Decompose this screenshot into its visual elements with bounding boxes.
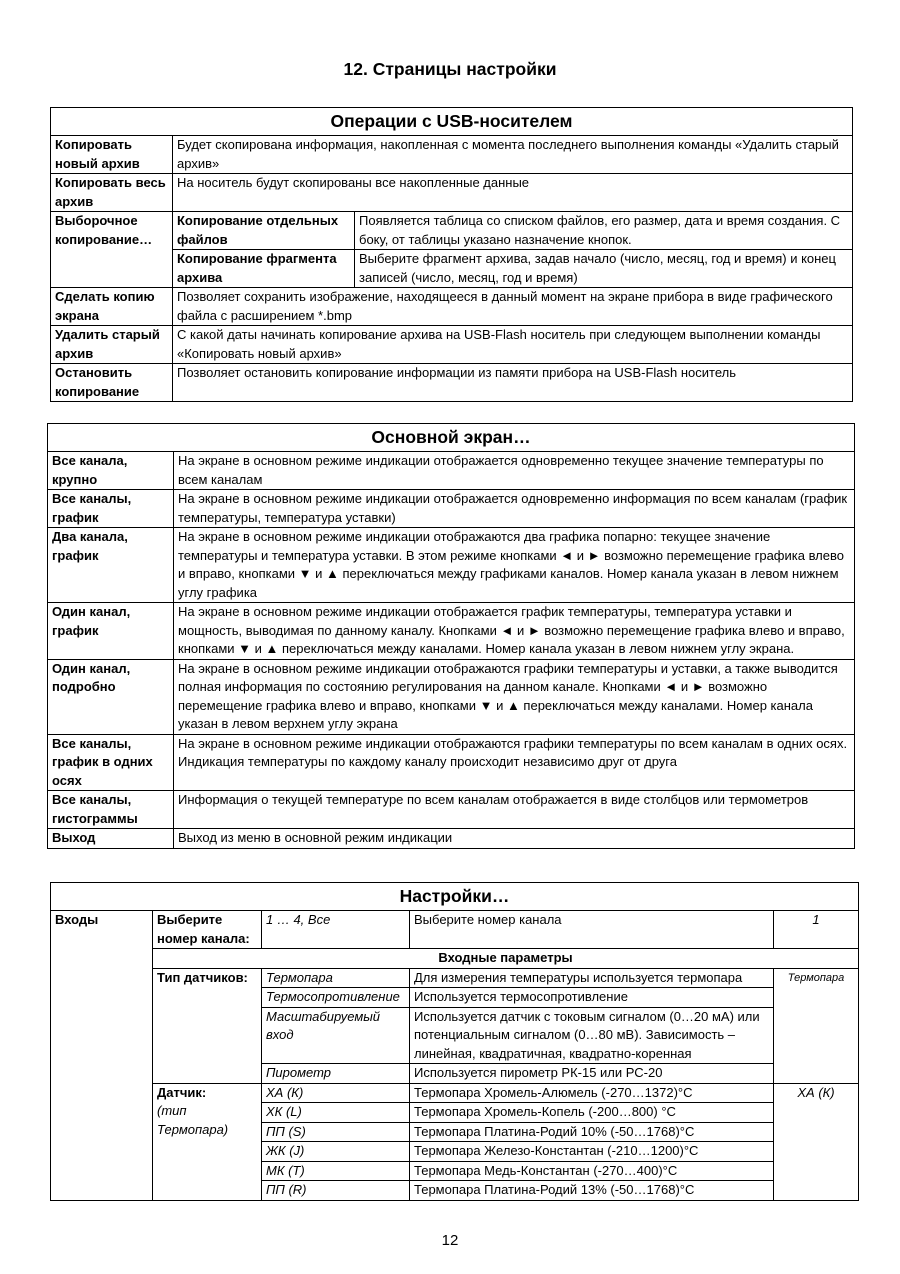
channel-default: 1: [774, 911, 859, 949]
sensor-type-name: Термопара: [262, 968, 410, 988]
subrow-label: Копирование фрагмента архива: [173, 250, 355, 288]
sensor-type-description: Используется термосопротивление: [410, 988, 774, 1008]
sensor-description: Термопара Железо-Константан (-210…1200)°С: [410, 1142, 774, 1162]
sensor-type-name: Термосопротивление: [262, 988, 410, 1008]
input-params-header: Входные параметры: [153, 949, 859, 969]
row-label: Все каналы, график: [48, 490, 174, 528]
row-description: С какой даты начинать копирование архива на USB-Flash носитель при следующем выполнении команды «Копировать новый архив»: [173, 326, 853, 364]
sensor-name: ПП (R): [262, 1181, 410, 1201]
sensor-label-cell: [153, 1083, 262, 1200]
sensor-description: Термопара Хромель-Алюмель (-270…1372)°С: [410, 1083, 774, 1103]
sensor-description: Термопара Медь-Константан (-270…400)°С: [410, 1161, 774, 1181]
row-label: Сделать копию экрана: [51, 288, 173, 326]
sensor-name: ХА (К): [262, 1083, 410, 1103]
row-label: Остановить копирование: [51, 364, 173, 402]
sensor-type-default: Термопара: [774, 968, 859, 1083]
table-row: [51, 174, 853, 212]
main-screen-table: [47, 423, 855, 849]
table-row: [48, 829, 855, 849]
sensor-description: Термопара Хромель-Копель (-200…800) °С: [410, 1103, 774, 1123]
subrow-description: Появляется таблица со списком файлов, его размер, дата и время создания. С боку, от таблицы указано назначение кнопок.: [355, 212, 853, 250]
sensor-sublabel: (тип Термопара): [157, 1103, 229, 1137]
table-row: [51, 364, 853, 402]
subrow-label: Копирование отдельных файлов: [173, 212, 355, 250]
row-description: Позволяет сохранить изображение, находящееся в данный момент на экране прибора в виде графического файла с расширением *.bmp: [173, 288, 853, 326]
settings-table: [50, 882, 859, 1201]
table-row: [51, 949, 859, 969]
row-description: Выход из меню в основной режим индикации: [174, 829, 855, 849]
page-number: 12: [441, 1232, 459, 1249]
table-row: [51, 326, 853, 364]
page-title: 12. Страницы настройки: [343, 59, 557, 79]
table-row: [51, 136, 853, 174]
sensor-description: Термопара Платина-Родий 13% (-50…1768)°С: [410, 1181, 774, 1201]
row-description: На носитель будут скопированы все накопленные данные: [173, 174, 853, 212]
sensor-type-description: Используется пирометр РК-15 или РС-20: [410, 1064, 774, 1084]
table-row: [48, 490, 855, 528]
table-row: [48, 452, 855, 490]
row-description: На экране в основном режиме индикации отображаются графики температуры по всем каналам в одних осях. Индикация температуры по каждому каналу происходит независимо друг от друга: [174, 734, 855, 791]
table-row: [51, 1083, 859, 1103]
sensor-name: МК (T): [262, 1161, 410, 1181]
channel-range: 1 … 4, Все: [262, 911, 410, 949]
row-label: Все канала, крупно: [48, 452, 174, 490]
sensor-type-name: Пирометр: [262, 1064, 410, 1084]
sensor-type-description: Для измерения температуры используется термопара: [410, 968, 774, 988]
row-label: Два канала, график: [48, 528, 174, 603]
channel-label: Выберите номер канала:: [153, 911, 262, 949]
usb-operations-table: [50, 107, 853, 402]
row-label: Выход: [48, 829, 174, 849]
table-row: [51, 911, 859, 949]
settings-section-title: Настройки…: [51, 883, 859, 911]
row-label: Один канал, график: [48, 603, 174, 660]
table-row: [51, 968, 859, 988]
inputs-label: Входы: [51, 911, 153, 1201]
row-label: Удалить старый архив: [51, 326, 173, 364]
table-row: [48, 734, 855, 791]
row-description: Информация о текущей температуре по всем каналам отображается в виде столбцов или термометров: [174, 791, 855, 829]
row-description: На экране в основном режиме индикации отображается одновременно информация по всем каналам (график температуры, температура уставки): [174, 490, 855, 528]
row-label: Один канал, подробно: [48, 659, 174, 734]
table-row: [51, 212, 853, 250]
sensor-type-description: Используется датчик с токовым сигналом (0…20 мА) или потенциальным сигналом (0…80 мВ). Зависимость – линейная, квадратичная, квадратно-коренная: [410, 1007, 774, 1064]
table-row: [48, 528, 855, 603]
table-row: [48, 603, 855, 660]
usb-section-title: Операции с USB-носителем: [51, 108, 853, 136]
row-description: На экране в основном режиме индикации отображается одновременно текущее значение температуры по всем каналам: [174, 452, 855, 490]
sensor-label: Датчик:: [157, 1084, 207, 1100]
row-description: Позволяет остановить копирование информации из памяти прибора на USB-Flash носитель: [173, 364, 853, 402]
sensor-name: ЖК (J): [262, 1142, 410, 1162]
sensor-default: ХА (К): [774, 1083, 859, 1200]
subrow-description: Выберите фрагмент архива, задав начало (число, месяц, год и время) и конец записей (число, месяц, год и время): [355, 250, 853, 288]
row-description: На экране в основном режиме индикации отображаются два графика попарно: текущее значение температуры и температура уставки. В этом режиме кнопками ◄ и ► возможно перемещение графика влево и вправо, кнопками ▼ и ▲ переключаться между графиками каналов. Номер канала указан в левом нижнем углу графика: [174, 528, 855, 603]
table-row: [48, 791, 855, 829]
sensor-name: ХК (L): [262, 1103, 410, 1123]
row-label: Копировать новый архив: [51, 136, 173, 174]
row-label: Копировать весь архив: [51, 174, 173, 212]
row-description: Будет скопирована информация, накопленная с момента последнего выполнения команды «Удалить старый архив»: [173, 136, 853, 174]
row-label: Все каналы, гистограммы: [48, 791, 174, 829]
sensor-description: Термопара Платина-Родий 10% (-50…1768)°С: [410, 1122, 774, 1142]
main-screen-section-title: Основной экран…: [48, 424, 855, 452]
table-row: [51, 288, 853, 326]
sensor-type-name: Масштабируемый вход: [262, 1007, 410, 1064]
table-row: [48, 659, 855, 734]
row-description: На экране в основном режиме индикации отображается график температуры, температура уставки и мощность, выводимая по данному каналу. Кнопками ◄ и ► возможно перемещение графика влево и вправо, кнопками ▼ и ▲ переключаться между каналами. Номер канала указан в левом нижнем углу экрана.: [174, 603, 855, 660]
row-description: На экране в основном режиме индикации отображаются графики температуры и уставки, а также выводится полная информация по состоянию регулирования на данном канале. Кнопками ◄ и ► возможно перемещение графика влево и вправо, кнопками ▼ и ▲ переключаться между каналами. Номер канала указан в левом верхнем углу экрана: [174, 659, 855, 734]
sensor-type-label: Тип датчиков:: [153, 968, 262, 1083]
row-label: Все каналы, график в одних осях: [48, 734, 174, 791]
row-label: Выборочное копирование…: [51, 212, 173, 288]
sensor-name: ПП (S): [262, 1122, 410, 1142]
channel-description: Выберите номер канала: [410, 911, 774, 949]
